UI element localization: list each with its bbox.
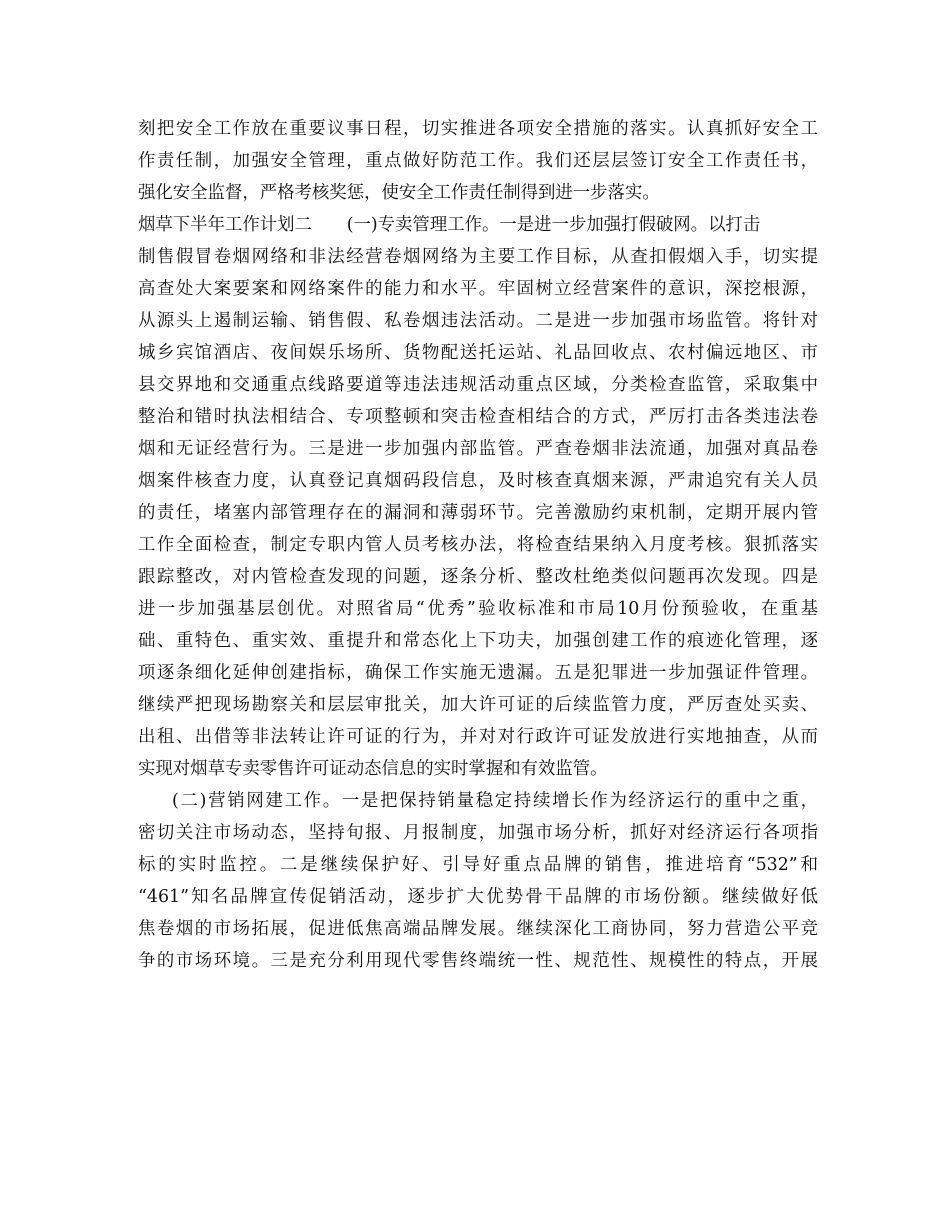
text-line: 烟和无证经营行为。三是进一步加强内部监管。严查卷烟非法流通，加强对真品卷 (138, 439, 818, 459)
text-line: 从源头上遏制运输、销售假、私卷烟违法活动。二是进一步加强市场监管。将针对 (138, 311, 818, 331)
text-line: 进一步加强基层创优。对照省局“优秀”验收标准和市局10月份预验收，在重基 (138, 599, 818, 619)
text-line: 城乡宾馆酒店、夜间娱乐场所、货物配送托运站、礼品回收点、农村偏远地区、市 (138, 343, 818, 363)
text-line: 刻把安全工作放在重要议事日程，切实推进各项安全措施的落实。认真抓好安全工 (138, 119, 818, 139)
text-line: 高查处大案要案和网络案件的能力和水平。牢固树立经营案件的意识，深挖根源， (138, 279, 818, 299)
paragraph-first-line: (二)营销网建工作。一是把保持销量稳定持续增长作为经济运行的重中之重， (172, 791, 818, 811)
text-line: “461”知名品牌宣传促销活动，逐步扩大优势骨干品牌的市场份额。继续做好低 (138, 887, 818, 907)
text-line: 跟踪整改，对内管检查发现的问题，逐条分析、整改杜绝类似问题再次发现。四是 (138, 567, 818, 587)
text-line: 出租、出借等非法转让许可证的行为，并对对行政许可证发放进行实地抽查，从而 (138, 727, 818, 747)
text-line: 实现对烟草专卖零售许可证动态信息的实时掌握和有效监管。 (138, 759, 608, 779)
text-line: 项逐条细化延伸创建指标，确保工作实施无遗漏。五是犯罪进一步加强证件管理。 (138, 663, 818, 683)
text-line: 础、重特色、重实效、重提升和常态化上下功夫，加强创建工作的痕迹化管理，逐 (138, 631, 818, 651)
text-line: 作责任制，加强安全管理，重点做好防范工作。我们还层层签订安全工作责任书， (138, 151, 818, 171)
text-line: 县交界地和交通重点线路要道等违法违规活动重点区域，分类检查监管，采取集中 (138, 375, 818, 395)
text-line: 工作全面检查，制定专职内管人员考核办法，将检查结果纳入月度考核。狠抓落实 (138, 535, 818, 555)
text-line: 焦卷烟的市场拓展，促进低焦高端品牌发展。继续深化工商协同，努力营造公平竞 (138, 919, 818, 939)
text-line: 标的实时监控。二是继续保护好、引导好重点品牌的销售，推进培育“532”和 (138, 855, 818, 875)
section-heading-line: 烟草下半年工作计划二 (一)专卖管理工作。一是进一步加强打假破网。以打击 (138, 215, 761, 235)
text-line: 争的市场环境。三是充分利用现代零售终端统一性、规范性、规模性的特点，开展 (138, 951, 818, 971)
text-line: 的责任，堵塞内部管理存在的漏洞和薄弱环节。完善激励约束机制，定期开展内管 (138, 503, 818, 523)
text-line: 强化安全监督，严格考核奖惩，使安全工作责任制得到进一步落实。 (138, 183, 660, 203)
text-line: 制售假冒卷烟网络和非法经营卷烟网络为主要工作目标，从查扣假烟入手，切实提 (138, 247, 818, 267)
text-line: 继续严把现场勘察关和层层审批关，加大许可证的后续监管力度，严厉查处买卖、 (138, 695, 818, 715)
text-line: 整治和错时执法相结合、专项整顿和突击检查相结合的方式，严厉打击各类违法卷 (138, 407, 818, 427)
text-line: 密切关注市场动态，坚持旬报、月报制度，加强市场分析，抓好对经济运行各项指 (138, 823, 818, 843)
text-line: 烟案件核查力度，认真登记真烟码段信息，及时核查真烟来源，严肃追究有关人员 (138, 471, 818, 491)
